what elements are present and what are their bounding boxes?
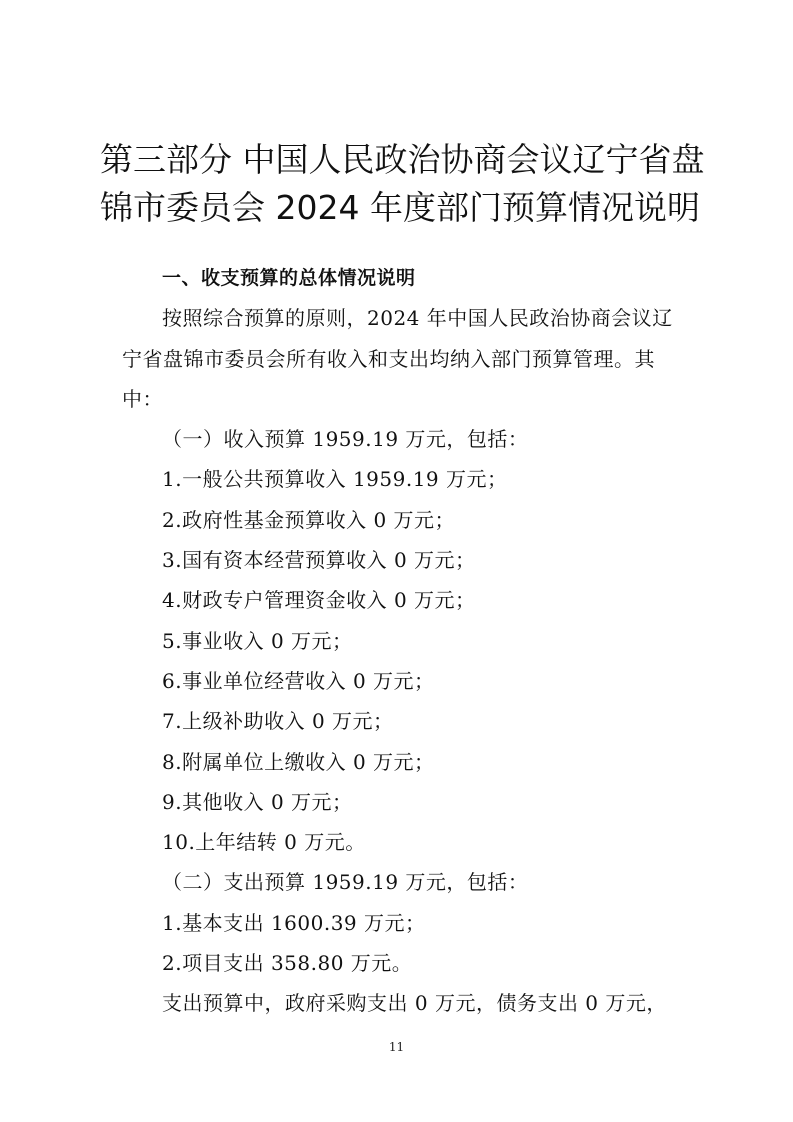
income-item: 7.上级补助收入 0 万元； bbox=[162, 709, 394, 734]
expense-heading: （二）支出预算 1959.19 万元，包括： bbox=[162, 870, 529, 895]
paragraph-line: 支出预算中，政府采购支出 0 万元，债务支出 0 万元， bbox=[162, 991, 667, 1016]
title-line-1: 第三部分 中国人民政治协商会议辽宁省盘 bbox=[100, 140, 705, 179]
income-item: 9.其他收入 0 万元； bbox=[162, 789, 353, 814]
expense-item: 1.基本支出 1600.39 万元； bbox=[162, 910, 426, 935]
expense-item: 2.项目支出 358.80 万元。 bbox=[162, 951, 413, 976]
paragraph-line: 中： bbox=[122, 386, 163, 411]
document-title bbox=[100, 136, 705, 232]
income-item: 6.事业单位经营收入 0 万元； bbox=[162, 668, 435, 693]
paragraph-line: 宁省盘锦市委员会所有收入和支出均纳入部门预算管理。其 bbox=[122, 346, 655, 371]
income-item: 8.附属单位上缴收入 0 万元； bbox=[162, 749, 435, 774]
income-item: 5.事业收入 0 万元； bbox=[162, 628, 353, 653]
section-heading: 一、收支预算的总体情况说明 bbox=[162, 267, 416, 289]
income-item: 3.国有资本经营预算收入 0 万元； bbox=[162, 548, 476, 573]
income-heading: （一）收入预算 1959.19 万元，包括： bbox=[162, 427, 529, 452]
income-item: 2.政府性基金预算收入 0 万元； bbox=[162, 507, 456, 532]
income-item: 1.一般公共预算收入 1959.19 万元； bbox=[162, 467, 508, 492]
page-number: 11 bbox=[388, 1040, 405, 1054]
document-body bbox=[122, 258, 682, 1024]
title-line-2: 锦市委员会 2024 年度部门预算情况说明 bbox=[100, 188, 700, 227]
paragraph-line: 按照综合预算的原则，2024 年中国人民政治协商会议辽 bbox=[162, 306, 673, 331]
income-item: 4.财政专户管理资金收入 0 万元； bbox=[162, 588, 476, 613]
income-item: 10.上年结转 0 万元。 bbox=[162, 830, 366, 855]
